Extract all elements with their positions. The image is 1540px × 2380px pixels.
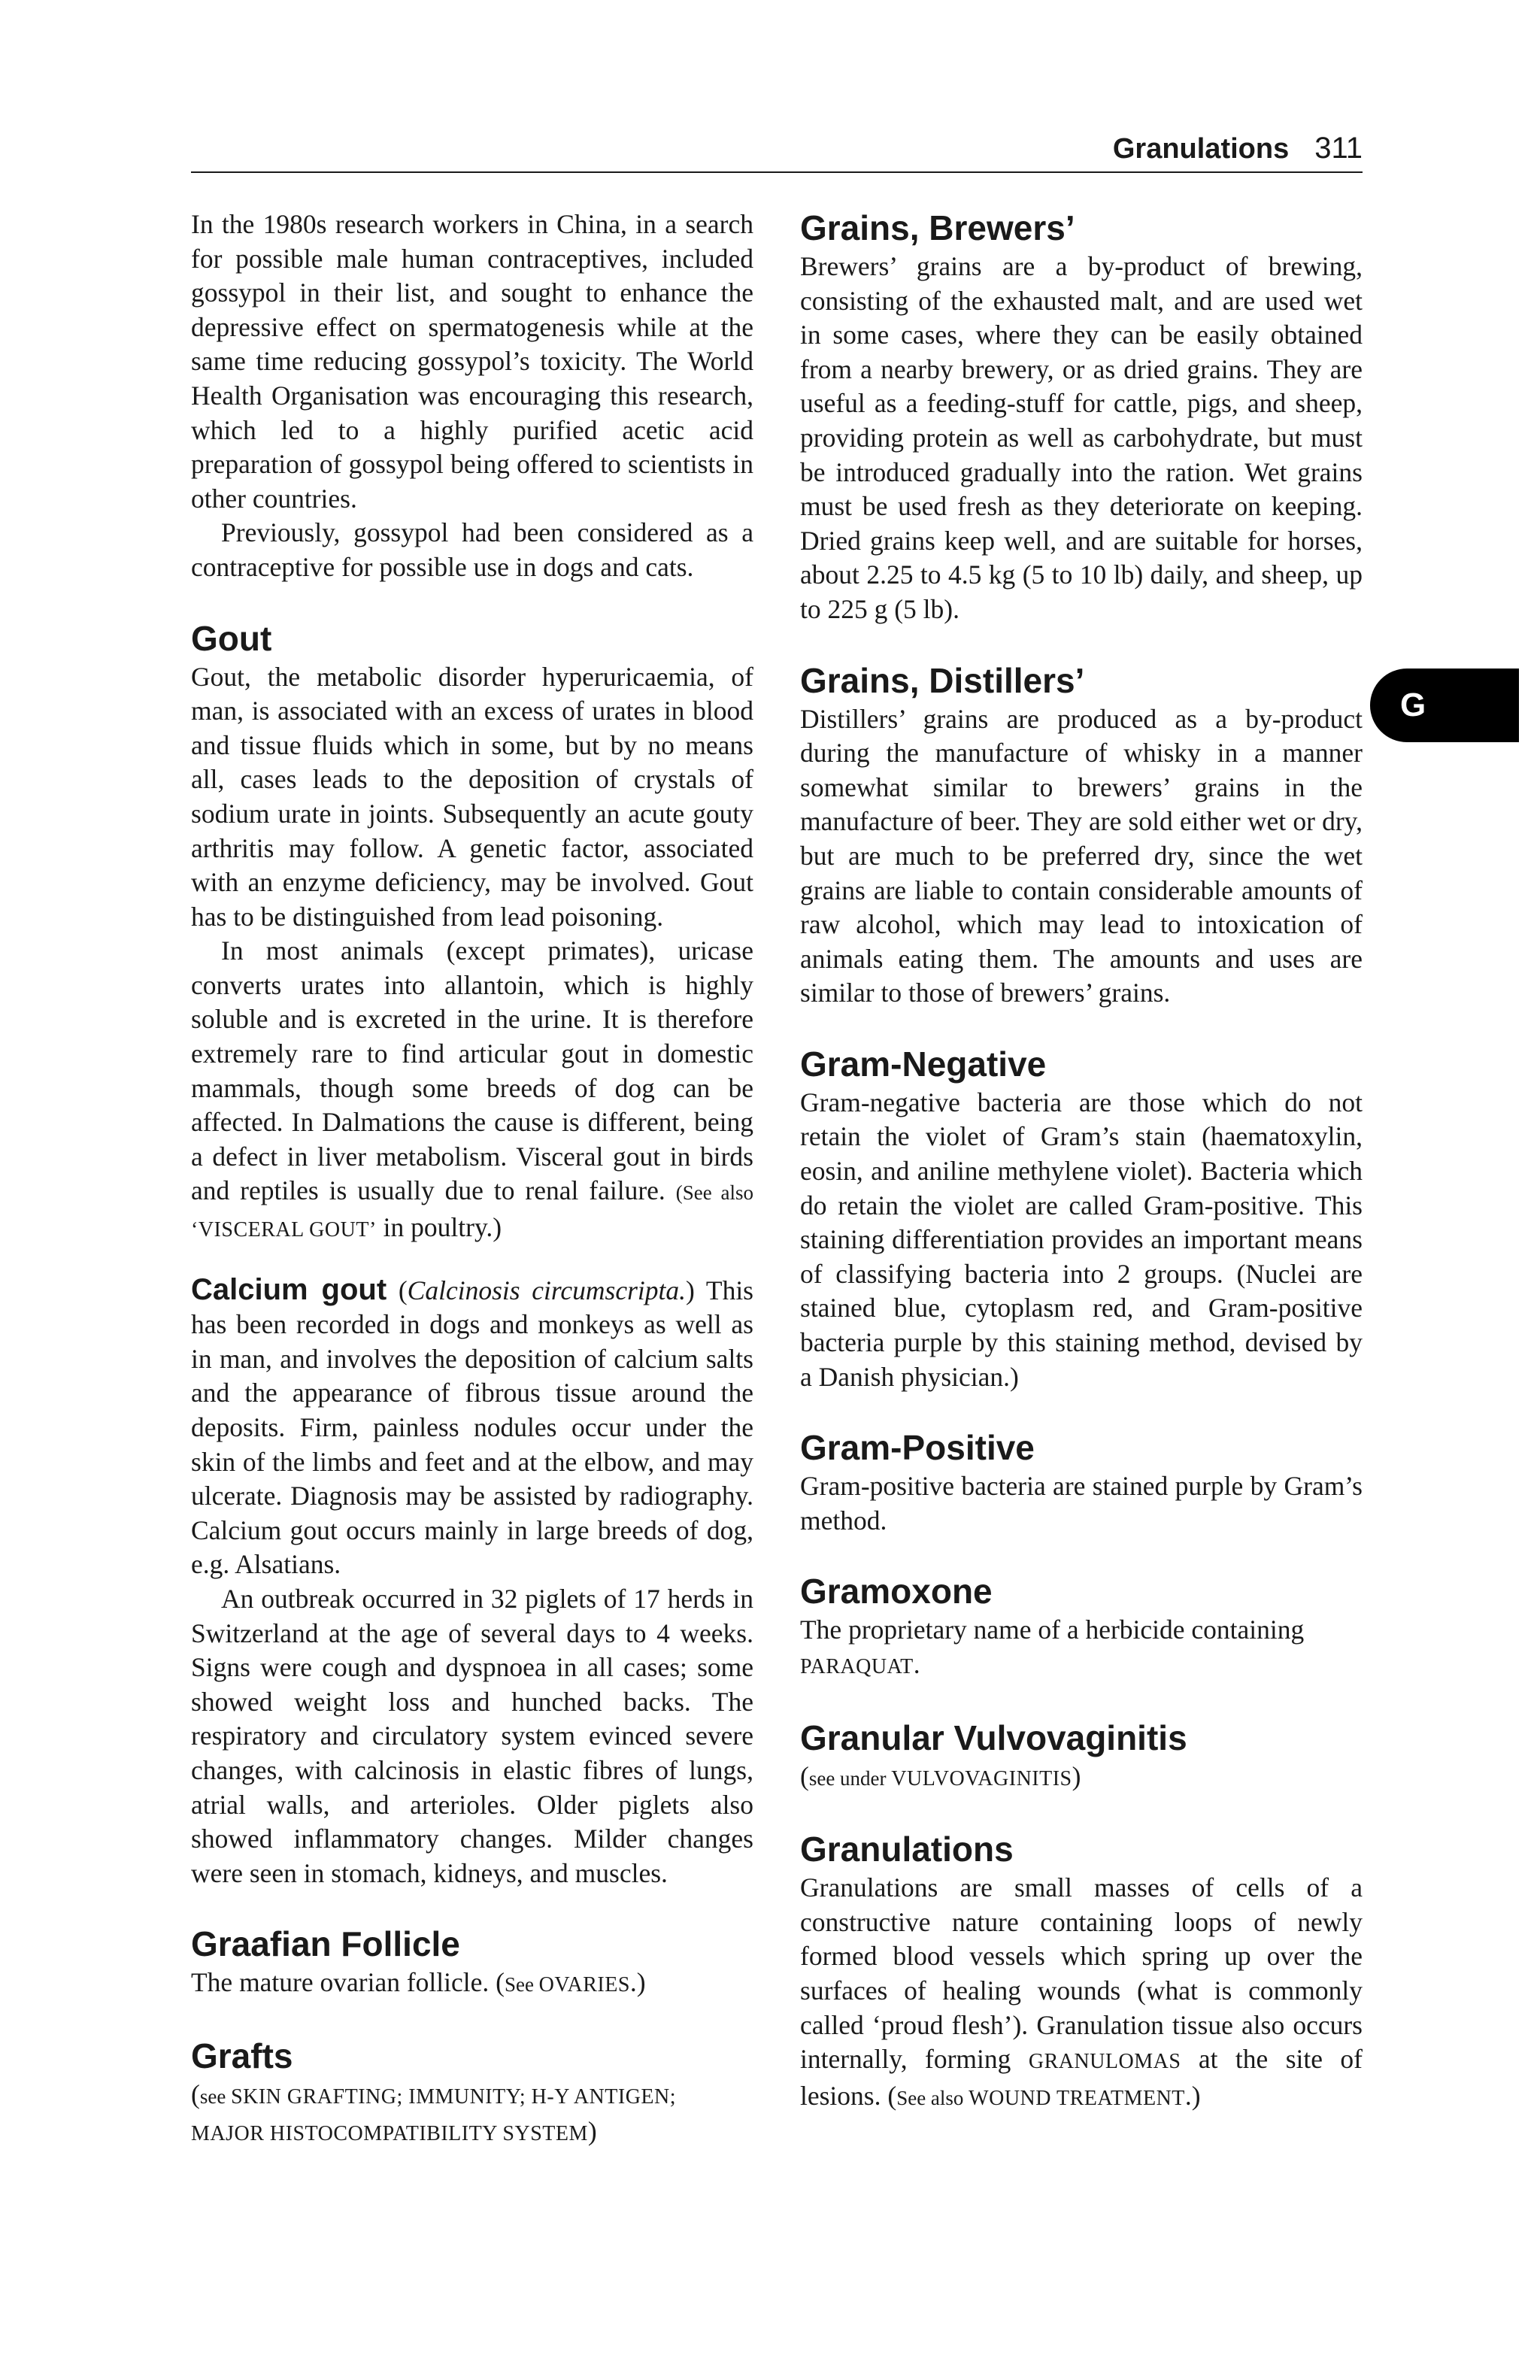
gramoxone-paragraph — [800, 1613, 1363, 1684]
gout-paragraph — [191, 934, 753, 1247]
calcium-gout-paragraph — [191, 1273, 753, 1582]
entry-heading-gram-negative: Gram-Negative — [800, 1044, 1047, 1084]
entry-heading-grains-brewers: Grains, Brewers’ — [800, 208, 1075, 247]
graafian-paragraph — [191, 1966, 753, 2003]
brewers-paragraph: Brewers’ grains are a by-product of brewing, consisting of the exhausted malt, and are used wet in some cases, where they can be easily obtained from a nearby brewery, or as dried grains. They are useful as a feeding-stuff for cattle, pigs, and sheep, providing protein as well as carbohydrate, but must be introduced gradually into the ration. Wet grains must be used fresh as they deteriorate on keeping. Dried grains keep well, and are suitable for horses, about 2.25 to 4.5 kg (5 to 10 lb) daily, and sheep, up to 225 g (5 lb). — [800, 251, 1363, 624]
left-column — [191, 208, 753, 2151]
entry-heading-granular-vulvovaginitis: Granular Vulvovaginitis — [800, 1718, 1187, 1757]
cross-reference: ‘VISCERAL GOUT’ — [191, 1218, 377, 1242]
cross-reference: VULVOVAGINITIS — [891, 1766, 1072, 1790]
paren: ( — [387, 1275, 408, 1305]
entry-text: .) — [1184, 2080, 1201, 2111]
entry-heading-gram-positive: Gram-Positive — [800, 1428, 1035, 1468]
see-also: See — [504, 1973, 539, 1996]
intro-paragraph: In the 1980s research workers in China, in a search for possible male human contraceptives, included gossypol in their list, and sought to enhance the depressive effect on spermatogenesis while at the same time reducing gossypol’s toxicity. The World Health Organisation was encouraging this research, which led to a highly purified acetic acid preparation of gossypol being offered to scientists in other countries. — [191, 209, 753, 514]
entry-heading-gramoxone: Gramoxone — [800, 1572, 993, 1611]
paren: ) — [1072, 1760, 1081, 1791]
entry-heading-granulations: Granulations — [800, 1830, 1014, 1869]
paren: ) — [587, 2115, 597, 2146]
distillers-paragraph: Distillers’ grains are produced as a by-product during the manufacture of whisky in a manner somewhat similar to brewers’ grains in the manufacture of beer. They are sold either wet or dry, but are much to be preferred dry, since the wet grains are liable to contain considerable amounts of raw alcohol, which may lead to intoxication of animals eating them. The amounts and uses are similar to those of brewers’ grains. — [800, 703, 1363, 1008]
cross-reference: PARAQUAT — [800, 1655, 914, 1678]
see-also: (See also — [675, 1181, 753, 1205]
page-number: 311 — [1314, 132, 1363, 165]
paren: ( — [191, 2078, 200, 2109]
entry-text: .) — [629, 1967, 646, 1998]
intro-paragraph: Previously, gossypol had been considered as a contraceptive for possible use in dogs and cats. — [191, 517, 753, 582]
cross-reference: SKIN GRAFTING; IMMUNITY; H-Y ANTIGEN; MAJOR HISTOCOMPATIBILITY SYSTEM — [191, 2084, 677, 2145]
calcium-gout-paragraph: An outbreak occurred in 32 piglets of 17 herds in Switzerland at the age of several days to 4 weeks. Signs were cough and dyspnoea in all cases; some showed weight loss and hunched backs. The respiratory and circulatory system evinced severe changes, with calcinosis in elastic fibres of lungs, atrial walls, and arterioles. Older piglets also showed inflammatory changes. Milder changes were seen in stomach, kidneys, and muscles. — [191, 1583, 753, 1888]
thumb-index-letter: G — [1400, 687, 1426, 723]
paren: ( — [800, 1760, 809, 1791]
right-column — [800, 208, 1363, 2115]
gout-text: In most animals (except primates), uricase converts urates into allantoin, which is highly soluble and is excreted in the urine. It is therefore extremely rare to find articular gout in domestic mammals, though some breeds of dog can be affected. In Dalmations the cause is different, being a defect in liver metabolism. Visceral gout in birds and reptiles is usually due to renal failure. — [191, 935, 753, 1206]
grafts-paragraph — [191, 2078, 753, 2151]
see-also: see — [199, 2084, 232, 2108]
vulvovaginitis-paragraph — [800, 1760, 1363, 1796]
entry-text: at the site of lesions. ( — [800, 2044, 1363, 2111]
entry-heading-grains-distillers: Grains, Distillers’ — [800, 660, 1085, 700]
gram-negative-paragraph: Gram-negative bacteria are those which do not retain the violet of Gram’s stain (haematoxylin, eosin, and aniline methylene violet). Bacteria which do retain the violet are called Gram-positive. This staining differentiation provides an important means of classifying bacteria into 2 groups. (Nuclei are stained blue, cytoplasm red, and Gram-positive bacteria purple by this staining method, devised by a Danish physician.) — [800, 1087, 1363, 1392]
cross-reference: GRANULOMAS — [1028, 2050, 1181, 2074]
running-head-title: Granulations — [1112, 133, 1290, 165]
running-head — [191, 125, 1363, 173]
thumb-index-tab — [1370, 669, 1519, 742]
see-also: See also — [896, 2086, 969, 2109]
subheading-calcium-gout: Calcium gout — [191, 1272, 387, 1306]
cross-reference: WOUND TREATMENT — [969, 2086, 1185, 2110]
entry-text: The mature ovarian follicle. ( — [191, 1967, 505, 1998]
gout-paragraph: Gout, the metabolic disorder hyperuricaemia, of man, is associated with an excess of urates in blood and tissue fluids which in some, but by no means all, cases leads to the deposition of crystals of sodium urate in joints. Subsequently an acute gouty arthritis may follow. A genetic factor, associated with an enzyme deficiency, may be involved. Gout has to be distinguished from lead poisoning. — [191, 661, 753, 932]
entry-heading-gout: Gout — [191, 618, 272, 658]
see-also: see under — [808, 1766, 892, 1790]
cross-reference: OVARIES — [538, 1973, 630, 1997]
gram-positive-paragraph: Gram-positive bacteria are stained purple by Gram’s method. — [800, 1471, 1363, 1536]
entry-text: Granulations are small masses of cells of a constructive nature containing loops of newly formed blood vessels which spring up over the surfaces of healing wounds (what is commonly called ‘proud flesh’). Granulation tissue also occurs internally, forming — [800, 1872, 1363, 2075]
entry-text: The proprietary name of a herbicide containing — [800, 1614, 1305, 1645]
gout-text: in poultry.) — [376, 1212, 502, 1243]
italic-term: Calcinosis circumscripta. — [407, 1275, 687, 1305]
entry-text: . — [913, 1649, 920, 1679]
calcium-text: ) This has been recorded in dogs and monkeys as well as in man, and involves the deposition of calcium salts and the appearance of fibrous tissue around the deposits. Firm, painless nodules occur under the skin of the limbs and feet and at the elbow, and may ulcerate. Diagnosis may be assisted by radiography. Calcium gout occurs mainly in large breeds of dog, e.g. Alsatians. — [191, 1275, 753, 1580]
entry-heading-graafian-follicle: Graafian Follicle — [191, 1924, 460, 1964]
granulations-paragraph — [800, 1871, 1363, 2115]
entry-heading-grafts: Grafts — [191, 2036, 293, 2075]
